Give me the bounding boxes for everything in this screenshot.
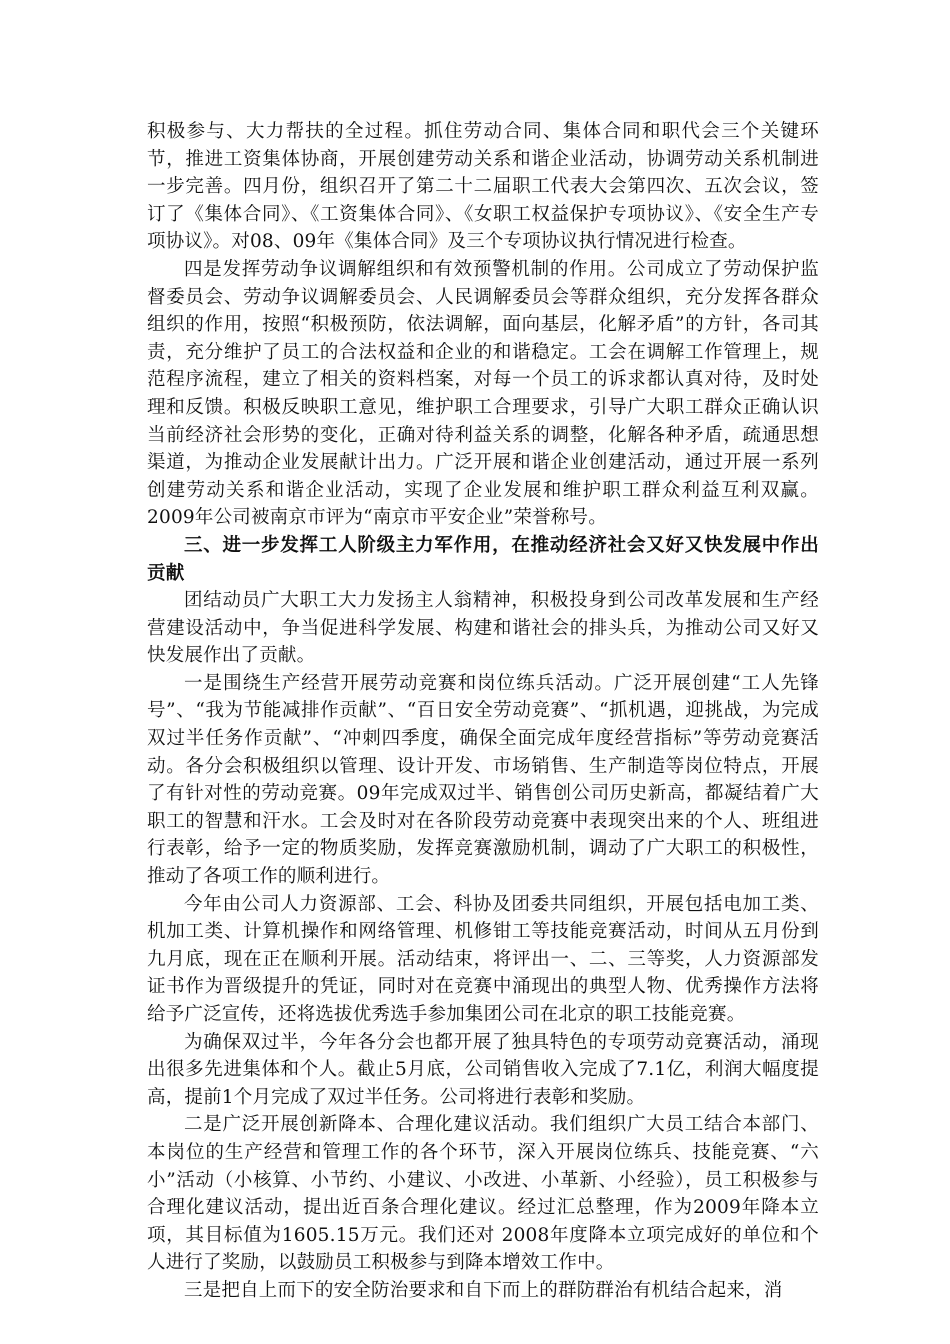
paragraph-skills-competition: 今年由公司人力资源部、工会、科协及团委共同组织，开展包括电加工类、机加工类、计算机操作和网络管理、机修钳工等技能竞赛活动，时间从五月份到九月底，现在正在顺利开展。活动结束，将评出一、二、三等奖，人力资源部发证书作为晋级提升的凭证，同时对在竞赛中涌现出的典型人物、优秀操作方法将给予广泛宣传，还将选拔优秀选手参加集团公司在北京的职工技能竞赛。 bbox=[147, 893, 819, 1025]
paragraph-item-one: 一是围绕生产经营开展劳动竞赛和岗位练兵活动。广泛开展创建“工人先锋号”、“我为节能减排作贡献”、“百日安全劳动竞赛”、“抓机遇，迎挑战，为完成双过半任务作贡献”、“冲刺四季度，确保全面完成年度经营指标”等劳动竞赛活动。各分会积极组织以管理、设计开发、市场销售、生产制造等岗位特点，开展了有针对性的劳动竞赛。09年完成双过半、销售创公司历史新高，都凝结着广大职工的智慧和汗水。工会及时对在各阶段劳动竞赛中表现突出来的个人、班组进行表彰，给予一定的物质奖励，发挥竞赛激励机制，调动了广大职工的积极性，推动了各项工作的顺利进行。 bbox=[147, 672, 819, 888]
paragraph-item-three: 三是把自上而下的安全防治要求和自下而上的群防群治有机结合起来，消 bbox=[184, 1279, 783, 1301]
paragraph-section-intro: 团结动员广大职工大力发扬主人翁精神，积极投身到公司改革发展和生产经营建设活动中，争当促进科学发展、构建和谐社会的排头兵，为推动公司又好又快发展作出了贡献。 bbox=[147, 590, 819, 667]
paragraph-continuation: 积极参与、大力帮扶的全过程。抓住劳动合同、集体合同和职代会三个关键环节，推进工资集体协商，开展创建劳动关系和谐企业活动，协调劳动关系机制进一步完善。四月份，组织召开了第二十二届职工代表大会第四次、五次会议，签订了《集体合同》、《工资集体合同》、《女职工权益保护专项协议》、《安全生产专项协议》。对08、09年《集体合同》及三个专项协议执行情况进行检查。 bbox=[147, 121, 819, 253]
paragraph-item-four: 四是发挥劳动争议调解组织和有效预警机制的作用。公司成立了劳动保护监督委员会、劳动争议调解委员会、人民调解委员会等群众组织，充分发挥各群众组织的作用，按照“积极预防，依法调解，面向基层，化解矛盾”的方针，各司其责，充分维护了员工的合法权益和企业的和谐稳定。工会在调解工作管理上，规范程序流程，建立了相关的资料档案，对每一个员工的诉求都认真对待，及时处理和反馈。积极反映职工意见，维护职工合理要求，引导广大职工群众正确认识当前经济社会形势的变化，正确对待利益关系的调整，化解各种矛盾，疏通思想渠道，为推动企业发展献计出力。广泛开展和谐企业创建活动，通过开展一系列创建劳动关系和谐企业活动，实现了企业发展和维护职工群众利益互利双赢。2009年公司被南京市评为“南京市平安企业”荣誉称号。 bbox=[147, 258, 819, 529]
paragraph-item-two: 二是广泛开展创新降本、合理化建议活动。我们组织广大员工结合本部门、本岗位的生产经营和管理工作的各个环节，深入开展岗位练兵、技能竞赛、“六小”活动（小核算、小节约、小建议、小改进、小革新、小经验），员工积极参与合理化建议活动，提出近百条合理化建议。经过汇总整理，作为2009年降本立项，其目标值为1605.15万元。我们还对 2008年度降本立项完成好的单位和个人进行了奖励，以鼓励员工积极参与到降本增效工作中。 bbox=[147, 1114, 819, 1274]
document-page bbox=[147, 118, 819, 1305]
section-heading-three: 三、进一步发挥工人阶级主力军作用，在推动经济社会又好又快发展中作出贡献 bbox=[147, 534, 819, 584]
paragraph-double-half: 为确保双过半，今年各分会也都开展了独具特色的专项劳动竞赛活动，涌现出很多先进集体和个人。截止5月底，公司销售收入完成了7.1亿，利润大幅度提高，提前1个月完成了双过半任务。公司将进行表彰和奖励。 bbox=[147, 1031, 819, 1108]
